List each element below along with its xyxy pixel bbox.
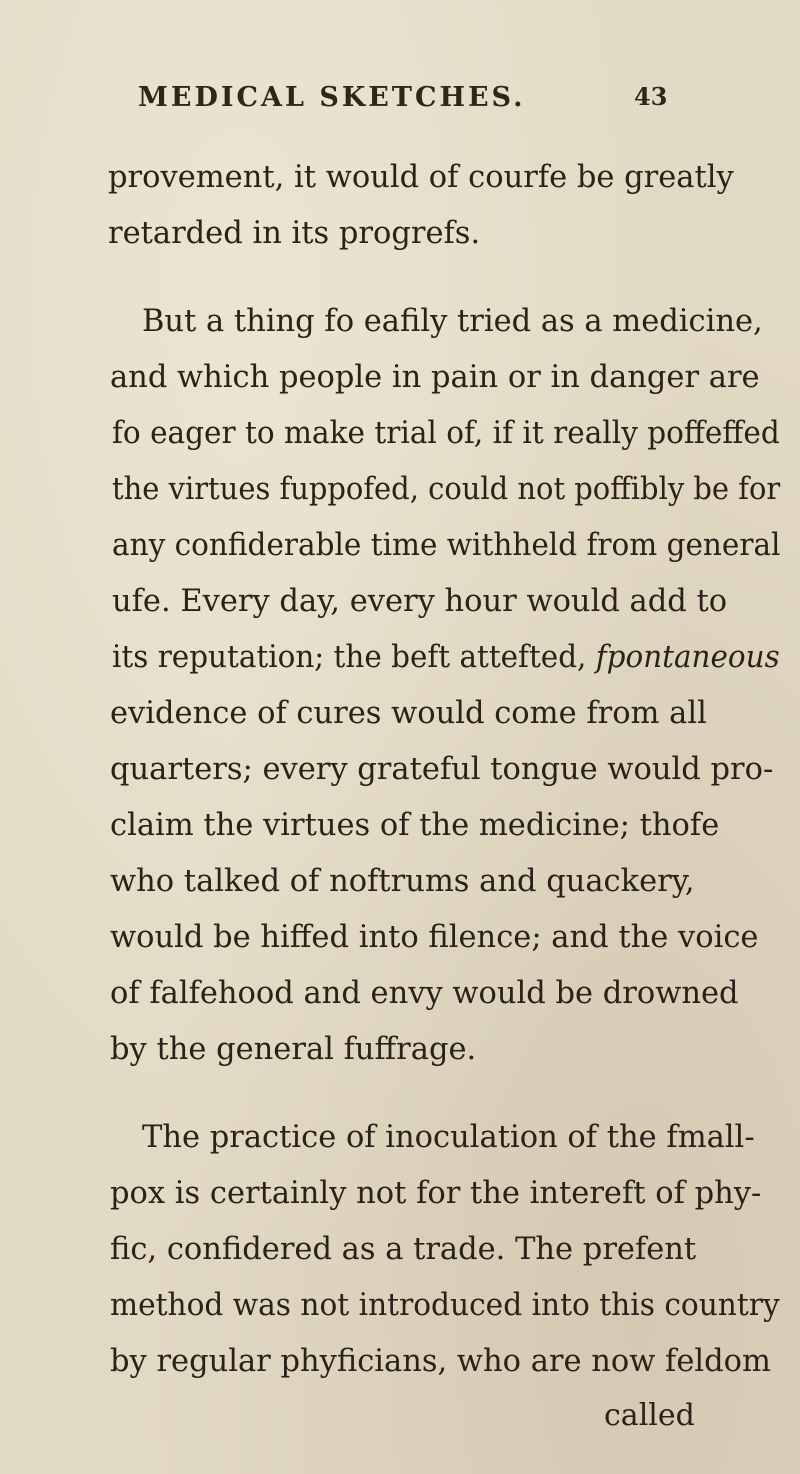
text-line: pox is certainly not for the intereft of phy- bbox=[110, 1176, 762, 1211]
text-line: fic, confidered as a trade. The prefent bbox=[110, 1232, 697, 1267]
text-line: fo eager to make trial of, if it really poffeffed bbox=[112, 416, 780, 451]
text-line: and which people in pain or in danger are bbox=[110, 360, 760, 395]
page-number: 43 bbox=[634, 82, 668, 111]
text-line: evidence of cures would come from all bbox=[110, 696, 707, 731]
text-line: ufe. Every day, every hour would add to bbox=[112, 584, 728, 619]
text-line bbox=[112, 640, 780, 675]
text-line: by regular phyficians, who are now feldom bbox=[110, 1344, 771, 1379]
text-line: provement, it would of courfe be greatly bbox=[108, 160, 734, 195]
text-line: retarded in its progrefs. bbox=[108, 216, 481, 251]
text-line: would be hiffed into filence; and the voice bbox=[110, 920, 759, 955]
text-line: of falfehood and envy would be drowned bbox=[110, 976, 739, 1011]
catchword: called bbox=[604, 1398, 695, 1433]
text-line: The practice of inoculation of the fmall- bbox=[142, 1120, 755, 1155]
text-line: any confiderable time withheld from general bbox=[112, 528, 781, 563]
running-title: MEDICAL SKETCHES. bbox=[138, 82, 526, 113]
text-line: But a thing fo eafily tried as a medicine, bbox=[142, 304, 763, 339]
text-line: claim the virtues of the medicine; thofe bbox=[110, 808, 720, 843]
text-fragment: its reputation; the beft attefted, bbox=[112, 640, 587, 675]
text-line: by the general fuffrage. bbox=[110, 1032, 477, 1067]
italic-word: fpontaneous bbox=[595, 640, 780, 675]
text-line: method was not introduced into this country bbox=[110, 1288, 780, 1323]
text-line: the virtues fuppofed, could not poffibly be for bbox=[112, 472, 781, 507]
text-line: who talked of noftrums and quackery, bbox=[110, 864, 695, 899]
text-line: quarters; every grateful tongue would pro- bbox=[110, 752, 774, 787]
